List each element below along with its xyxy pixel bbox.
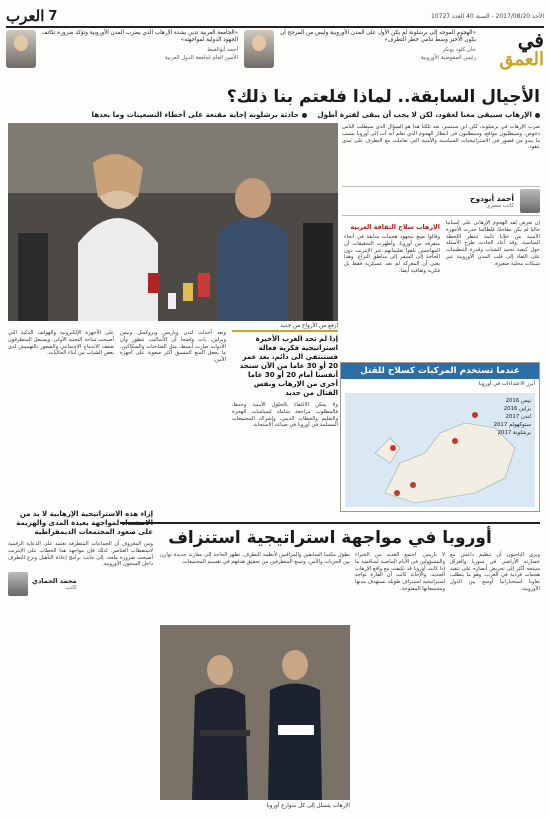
section-word-1: في (517, 28, 544, 52)
quote-name: أحمد أبوالغيط (207, 46, 238, 53)
article-left-columns (8, 330, 338, 500)
police-photo (160, 625, 350, 800)
page-number: 7 (48, 8, 58, 24)
second-left-column (8, 510, 153, 810)
map-label: نيس 2016 (505, 398, 531, 404)
article-column-mid (344, 220, 440, 360)
map-title: عندما تستخدم المركبات كسلاح للقتل (341, 363, 539, 379)
photo-illustration (8, 123, 338, 321)
portrait-photo (6, 30, 36, 68)
bullet-icon (535, 113, 540, 118)
author-title: كاتب (65, 585, 77, 592)
bullet-icon (302, 113, 307, 118)
article-headline: الأجيال السابقة.. لماذا فلعتم بنا ذلك؟ (226, 87, 540, 107)
section-word-2: العمق (499, 49, 544, 70)
quote-box-left (6, 30, 238, 82)
top-quotes-strip (6, 30, 544, 82)
quote-box-right (244, 30, 476, 82)
article-column-text: على الأجهزة الإلكترونية والهواتف الذكية التي أصبحت ساحة التجنيد الأولى. ويستغل المتطرفون ضعف الاندماج الاجتماعي والشعور بالتهميش لدى بعض الشباب من أبناء الجاليات. (8, 330, 114, 357)
map-label: برلين 2016 (503, 406, 531, 412)
map-area (345, 393, 535, 507)
red-subhead: الإرهاب سلاح الثقافة العربية (350, 223, 440, 231)
quote-name: جان كلود يونكر (442, 46, 476, 53)
map-labels (494, 397, 531, 437)
map-subtitle: أبرز الاعتداءات في أوروبا (478, 381, 535, 387)
dateline: الأحد 2017/08/20 - السنة 40 العدد 10727 (431, 12, 544, 20)
map-label: ستوكهولم 2017 (493, 422, 531, 428)
masthead (6, 6, 544, 28)
portrait-photo (244, 30, 274, 68)
article-column (232, 330, 338, 500)
map-label: لندن 2017 (505, 414, 531, 420)
article-column-text: وبعد أحداث لندن وباريس وبروكسل ونيس وبرلين، بات واضحا أن الأساليب تتطور وأن الأدوات صارت أبسط، مثل الشاحنات والسكاكين، ما يجعل المنع المسبق أكثر صعوبة على أجهزة الأمن. (120, 330, 226, 364)
quote-text: «الجامعة العربية تدين بشدة الإرهاب الذي يضرب المدن الأوروبية وتؤكد ضرورة تكاتف الجهود الدولية لمواجهته» (41, 30, 238, 44)
article-column: ويرى الباحثون أن تنظيم داعش مع خسارته الأراضي في سوريا والعراق سيتجه أكثر إلى تحريض أنصاره على تنفيذ هجمات فردية في الغرب، وهو ما يتطلب تعاونا استخباراتيا أوسع بين الدول الأوروبية. (450, 552, 540, 592)
second-article-columns (355, 552, 540, 812)
pull-quote: إزاء هذه الاستراتيجية الإرهابية لا بد من الاستعداد لمواجهة بعيدة المدى والهزيمة على صعود المجتمعات الديمقراطية (16, 510, 153, 536)
author-name: أحمد أبودوح (470, 193, 514, 203)
article-column: إن تعرض لقد الهجوم الإرهابي على إسبانيا حاليا لم يكن مفاجئا، فلطالما حذرت الأجهزة الأمنية من خلايا نائمة تنتظر اللحظة المناسبة. وقد أعاد الحادث طرح الأسئلة حول كيفية تجنيد الشباب وقدرة التنظيمات على النفاذ إلى قلب المدن الأوروبية عبر شبكات محلية صغيرة. (446, 220, 540, 267)
subhead-item (317, 110, 540, 119)
quote-text: «الهجوم الموجه إلى برشلونة لم يكن الأول على المدن الأوروبية وليس من المرجح أن يكون الأخير وسط تنامي خطر التطرف» (280, 30, 476, 44)
photo-caption: الإرهاب يتسلل إلى كل شوارع أوروبا (266, 803, 350, 809)
article-column (120, 330, 226, 500)
quote-role: رئيس المفوضية الأوروبية (420, 54, 476, 61)
article-column (8, 330, 114, 500)
newspaper-logo: العرب (6, 7, 45, 25)
author-box (342, 186, 540, 216)
article-column-text: وقالوا صيغ مجهود هجمات سابقة في أنحاء متفرقة من أوروبا، وأظهرت التحقيقات أن المهاجمين تلقوا تعليماتهم عبر الإنترنت دون الحاجة إلى السفر إلى مناطق النزاع. وهذا يعني أن المعركة لم تعد عسكرية فقط بل فكرية وثقافية أيضا. (344, 234, 440, 274)
second-headline: أوروبا في مواجهة استراتيجية استنزاف (120, 522, 540, 548)
article-column-text: ومن المعروف أن الجماعات المتطرفة تعتمد على الدعاية الرقمية لاستقطاب العناصر. لذلك فإن مواجهة هذا الخطاب على الإنترنت أصبحت ضرورة ملحة، إلى جانب برامج إعادة التأهيل ونزع التطرف داخل السجون الأوروبية. (8, 541, 153, 568)
article-lead: ضرب الإرهاب في برشلونة، لكن ابن سبتمبر، بعد تلكتا هذا هو السؤال الذي سيطلب الناس دخوض، وسيطلبون مواقع، وسيطلبون في انتظار الهجوم الذي نعلم أنه آت إلى أوروبا بسبب ما يبدو من قصور في الاستراتيجيات السياسية والأمنية التي تعاملت مع التطرف على مدى عقود. (342, 124, 540, 151)
article-column: بطول مكتبنا السابقين والمراقبين لأنظمة التطرف، تظهر الحاجة إلى مقاربة جديدة توازن بين الحريات والأمن، وتمنع المتطرفين من تحقيق هدفهم في تقسيم المجتمعات. (160, 552, 350, 565)
author-box (8, 572, 153, 596)
main-photo (8, 123, 338, 321)
subhead-text: حادثة برشلونة إجابة مقنعة على أخطاء التسعينات وما بعدها (91, 110, 299, 119)
police-illustration (160, 625, 350, 800)
map-label: برشلونة 2017 (497, 430, 531, 436)
author-photo (8, 572, 28, 596)
article-column-text: ولا يمكن الاكتفاء بالحلول الأمنية وحدها، فالمطلوب مراجعة شاملة لسياسات الهجرة والتعليم والخطاب الديني، وإشراك المجتمعات المسلمة في أوروبا في صياغة الاستجابة. (232, 402, 338, 429)
photo-caption: ارفع من الأرواح من جديد (280, 323, 338, 329)
quote-role: الأمين العام لجامعة الدول العربية (164, 54, 238, 61)
subhead-text: الإرهاب سبيقى معنا لعقود، لكن لا يجب أن يبقى لفترة أطول (317, 110, 532, 119)
article-subheads (20, 110, 540, 119)
pull-quote: إذا لم تحد الغرب الأخيرة استراتيجية فكرية فعالة فستنتفي الى دائم، بعد عمر 20 أو 30 عاما من الآن سنجد أنفسنا أمام 20 أو 30 عاما أخرى من الإرهاب ونفس القتال من جديد (232, 330, 338, 398)
author-photo (520, 189, 540, 213)
article-column: لا باريس. اجتمع العديد من الخبراء والمسؤولين في الأيام الماضية لمناقشة ما إذا كانت أوروبا قد تكيفت مع واقع الإرهاب الجديد، والإجابة كانت أن القارة تواجه استراتيجية استنزاف طويلة تستهدف مدنها ومجتمعاتها المفتوحة. (355, 552, 445, 592)
section-tag (482, 30, 544, 82)
author-name: محمد الحمادي (32, 577, 77, 586)
map-infographic (340, 362, 540, 512)
subhead-item (92, 110, 307, 119)
author-title: كاتب مصري (485, 202, 514, 209)
